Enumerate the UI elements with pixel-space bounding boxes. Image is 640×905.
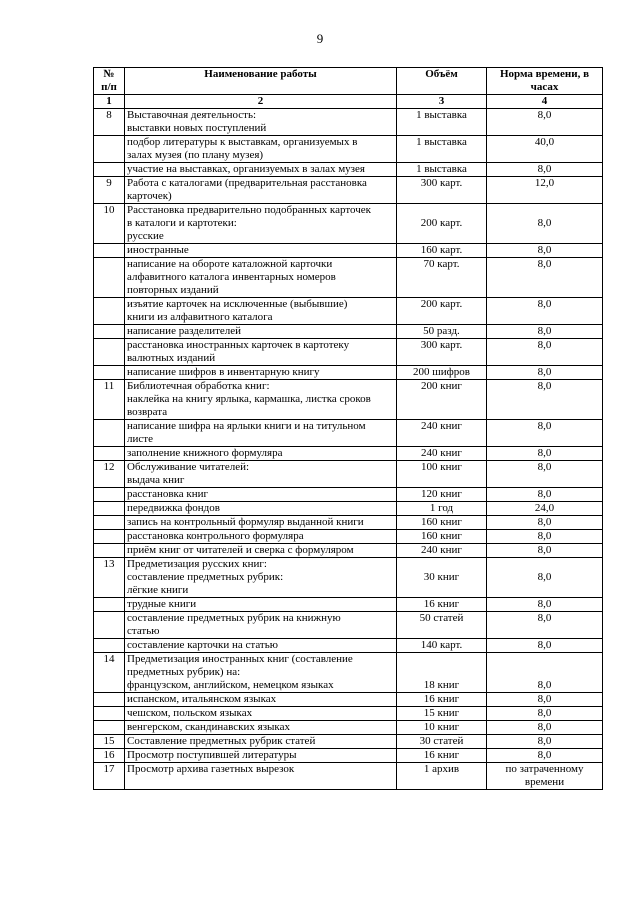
work-name-line: наклейка на книгу ярлыка, кармашка, листка сроков xyxy=(127,393,371,405)
work-name-line: выставки новых поступлений xyxy=(127,122,267,134)
table-row xyxy=(94,447,603,461)
column-number: 3 xyxy=(397,95,487,109)
time-norm-value: 8,0 xyxy=(487,721,603,735)
work-norms-table xyxy=(93,67,603,790)
work-name xyxy=(125,693,397,707)
time-norm-value: 8,0 xyxy=(487,639,603,653)
header-norm xyxy=(487,68,603,95)
table-row xyxy=(94,749,603,763)
column-number: 2 xyxy=(125,95,397,109)
volume-value: 1 выставка xyxy=(397,109,487,136)
volume-value: 18 книг xyxy=(397,653,487,693)
time-norm-value: 8,0 xyxy=(487,516,603,530)
time-norm-value: 8,0 xyxy=(487,339,603,366)
volume-value: 240 книг xyxy=(397,544,487,558)
work-name xyxy=(125,544,397,558)
work-name-line: написание шифров в инвентарную книгу xyxy=(127,366,320,378)
row-number xyxy=(94,258,125,298)
volume-value: 240 книг xyxy=(397,420,487,447)
work-name-line: заполнение книжного формуляра xyxy=(127,447,283,459)
volume-value: 160 книг xyxy=(397,516,487,530)
volume-value: 300 карт. xyxy=(397,177,487,204)
work-name-line: русские xyxy=(127,230,164,242)
work-name-line: иностранные xyxy=(127,244,189,256)
volume-value: 140 карт. xyxy=(397,639,487,653)
work-name xyxy=(125,163,397,177)
header-norm-line: часах xyxy=(530,81,559,93)
work-name-line: выдача книг xyxy=(127,474,185,486)
header-norm-line: Норма времени, в xyxy=(499,68,590,80)
volume-value: 15 книг xyxy=(397,707,487,721)
volume-value: 300 карт. xyxy=(397,339,487,366)
row-number xyxy=(94,244,125,258)
time-norm-value: 8,0 xyxy=(487,163,603,177)
volume-value: 16 книг xyxy=(397,749,487,763)
time-norm-value: по затраченному времени xyxy=(487,763,603,790)
table-row xyxy=(94,420,603,447)
work-name xyxy=(125,530,397,544)
volume-value: 120 книг xyxy=(397,488,487,502)
work-name-line: составление предметных рубрик на книжную xyxy=(127,612,341,624)
volume-value: 1 год xyxy=(397,502,487,516)
work-name-line: повторных изданий xyxy=(127,284,219,296)
row-number xyxy=(94,325,125,339)
work-name xyxy=(125,735,397,749)
time-norm-value: 8,0 xyxy=(487,598,603,612)
header-volume: Объём xyxy=(397,68,487,95)
work-name xyxy=(125,447,397,461)
work-name-line: валютных изданий xyxy=(127,352,216,364)
column-number: 1 xyxy=(94,95,125,109)
work-name-line: Работа с каталогами (предварительная расстановка xyxy=(127,177,367,189)
work-name-line: расстановка книг xyxy=(127,488,208,500)
work-name xyxy=(125,461,397,488)
row-number: 9 xyxy=(94,177,125,204)
table-row xyxy=(94,693,603,707)
volume-value: 160 карт. xyxy=(397,244,487,258)
volume-value: 1 выставка xyxy=(397,163,487,177)
time-norm-value: 8,0 xyxy=(487,735,603,749)
work-name xyxy=(125,258,397,298)
time-norm-value: 24,0 xyxy=(487,502,603,516)
time-norm-value: 12,0 xyxy=(487,177,603,204)
work-name-line: венгерском, скандинавских языках xyxy=(127,721,290,733)
column-number-row xyxy=(94,95,603,109)
table-row xyxy=(94,258,603,298)
row-number: 16 xyxy=(94,749,125,763)
row-number xyxy=(94,163,125,177)
row-number xyxy=(94,447,125,461)
work-name xyxy=(125,298,397,325)
work-name-line: расстановка иностранных карточек в картотеку xyxy=(127,339,350,351)
column-number: 4 xyxy=(487,95,603,109)
header-num-line: п/п xyxy=(101,81,117,93)
time-norm-value: 8,0 xyxy=(487,707,603,721)
table-row xyxy=(94,177,603,204)
time-norm-value: 8,0 xyxy=(487,380,603,420)
row-number xyxy=(94,298,125,325)
table-body xyxy=(94,109,603,790)
row-number: 13 xyxy=(94,558,125,598)
work-name-line: составление карточки на статью xyxy=(127,639,278,651)
work-name xyxy=(125,558,397,598)
table-row xyxy=(94,502,603,516)
table-row xyxy=(94,639,603,653)
work-name xyxy=(125,204,397,244)
table-row xyxy=(94,163,603,177)
work-name xyxy=(125,749,397,763)
work-name-line: испанском, итальянском языках xyxy=(127,693,277,705)
work-name-line: алфавитного каталога инвентарных номеров xyxy=(127,271,336,283)
work-name xyxy=(125,502,397,516)
table-row xyxy=(94,735,603,749)
work-name xyxy=(125,366,397,380)
table-row xyxy=(94,763,603,790)
table-header-row xyxy=(94,68,603,95)
row-number xyxy=(94,136,125,163)
work-name-line: Выставочная деятельность: xyxy=(127,109,257,121)
row-number xyxy=(94,530,125,544)
work-name xyxy=(125,612,397,639)
time-norm-value: 8,0 xyxy=(487,530,603,544)
row-number xyxy=(94,721,125,735)
volume-value: 50 разд. xyxy=(397,325,487,339)
work-name-line: Предметизация иностранных книг (составление xyxy=(127,653,353,665)
volume-value: 30 статей xyxy=(397,735,487,749)
work-name-line: книги из алфавитного каталога xyxy=(127,311,273,323)
work-name-line: изъятие карточек на исключенные (выбывшие) xyxy=(127,298,348,310)
row-number: 11 xyxy=(94,380,125,420)
work-name-line: возврата xyxy=(127,406,168,418)
row-number: 17 xyxy=(94,763,125,790)
work-name xyxy=(125,639,397,653)
work-name-line: Просмотр поступившей литературы xyxy=(127,749,297,761)
table-row xyxy=(94,598,603,612)
work-name xyxy=(125,707,397,721)
volume-value: 10 книг xyxy=(397,721,487,735)
table-row xyxy=(94,558,603,598)
row-number xyxy=(94,516,125,530)
time-norm-value: 8,0 xyxy=(487,461,603,488)
table-row xyxy=(94,721,603,735)
work-name-line: карточек) xyxy=(127,190,172,202)
volume-value: 200 шифров xyxy=(397,366,487,380)
row-number xyxy=(94,544,125,558)
time-norm-value: 8,0 xyxy=(487,447,603,461)
table-row xyxy=(94,325,603,339)
time-norm-value: 40,0 xyxy=(487,136,603,163)
time-norm-value: 8,0 xyxy=(487,558,603,598)
work-name xyxy=(125,244,397,258)
time-norm-value: 8,0 xyxy=(487,109,603,136)
table-row xyxy=(94,612,603,639)
page-number: 9 xyxy=(316,31,324,46)
volume-value: 160 книг xyxy=(397,530,487,544)
volume-value: 30 книг xyxy=(397,558,487,598)
row-number xyxy=(94,598,125,612)
row-number: 8 xyxy=(94,109,125,136)
table-row xyxy=(94,298,603,325)
work-name-line: трудные книги xyxy=(127,598,197,610)
time-norm-value: 8,0 xyxy=(487,693,603,707)
work-name-line: передвижка фондов xyxy=(127,502,220,514)
work-name-line: Библиотечная обработка книг: xyxy=(127,380,270,392)
row-number xyxy=(94,339,125,366)
work-name xyxy=(125,516,397,530)
row-number xyxy=(94,366,125,380)
header-work: Наименование работы xyxy=(125,68,397,95)
row-number xyxy=(94,693,125,707)
row-number: 14 xyxy=(94,653,125,693)
work-name xyxy=(125,177,397,204)
table-row xyxy=(94,204,603,244)
table-row xyxy=(94,530,603,544)
table-row xyxy=(94,380,603,420)
work-name xyxy=(125,763,397,790)
row-number: 12 xyxy=(94,461,125,488)
work-name-line: Обслуживание читателей: xyxy=(127,461,250,473)
work-name xyxy=(125,420,397,447)
work-name xyxy=(125,488,397,502)
work-name-line: статью xyxy=(127,625,160,637)
table-row xyxy=(94,707,603,721)
work-name-line: подбор литературы к выставкам, организуемых в xyxy=(127,136,358,148)
volume-value: 1 выставка xyxy=(397,136,487,163)
row-number xyxy=(94,639,125,653)
time-norm-value: 8,0 xyxy=(487,488,603,502)
work-name-line: лёгкие книги xyxy=(127,584,189,596)
work-name xyxy=(125,339,397,366)
volume-value: 240 книг xyxy=(397,447,487,461)
table-row xyxy=(94,136,603,163)
time-norm-value: 8,0 xyxy=(487,204,603,244)
work-name xyxy=(125,325,397,339)
header-num-line: № xyxy=(103,68,115,80)
work-name-line: в каталоги и картотеки: xyxy=(127,217,237,229)
work-name-line: Просмотр архива газетных вырезок xyxy=(127,763,295,775)
table-row xyxy=(94,544,603,558)
volume-value: 50 статей xyxy=(397,612,487,639)
volume-value: 70 карт. xyxy=(397,258,487,298)
work-name-line: предметных рубрик) на: xyxy=(127,666,241,678)
volume-value: 200 книг xyxy=(397,380,487,420)
table-row xyxy=(94,516,603,530)
row-number xyxy=(94,707,125,721)
volume-value: 16 книг xyxy=(397,693,487,707)
work-name xyxy=(125,721,397,735)
time-norm-value: 8,0 xyxy=(487,653,603,693)
header-num xyxy=(94,68,125,95)
time-norm-value: 8,0 xyxy=(487,612,603,639)
table-row xyxy=(94,366,603,380)
table-row xyxy=(94,339,603,366)
work-name-line: листе xyxy=(127,433,153,445)
time-norm-value: 8,0 xyxy=(487,298,603,325)
work-name xyxy=(125,653,397,693)
work-name-line: приём книг от читателей и сверка с формуляром xyxy=(127,544,354,556)
time-norm-value: 8,0 xyxy=(487,420,603,447)
table-row xyxy=(94,109,603,136)
time-norm-value: 8,0 xyxy=(487,244,603,258)
row-number: 10 xyxy=(94,204,125,244)
work-name-line: расстановка контрольного формуляра xyxy=(127,530,304,542)
time-norm-value: 8,0 xyxy=(487,258,603,298)
volume-value: 200 карт. xyxy=(397,298,487,325)
work-name-line: Предметизация русских книг: xyxy=(127,558,267,570)
time-norm-value: 8,0 xyxy=(487,325,603,339)
work-name xyxy=(125,109,397,136)
table-row xyxy=(94,244,603,258)
time-norm-value: 8,0 xyxy=(487,366,603,380)
table-row xyxy=(94,488,603,502)
work-name-line: французском, английском, немецком языках xyxy=(127,679,334,691)
work-name-line: участие на выставках, организуемых в залах музея xyxy=(127,163,365,175)
work-name-line: написание разделителей xyxy=(127,325,242,337)
work-name-line: запись на контрольный формуляр выданной книги xyxy=(127,516,364,528)
work-name xyxy=(125,380,397,420)
work-name-line: написание шифра на ярлыки книги и на титульном xyxy=(127,420,366,432)
work-name-line: написание на обороте каталожной карточки xyxy=(127,258,333,270)
work-name xyxy=(125,598,397,612)
work-name-line: Составление предметных рубрик статей xyxy=(127,735,316,747)
row-number xyxy=(94,420,125,447)
volume-value: 16 книг xyxy=(397,598,487,612)
work-name-line: составление предметных рубрик: xyxy=(127,571,284,583)
work-name-line: залах музея (по плану музея) xyxy=(127,149,264,161)
work-name xyxy=(125,136,397,163)
table-row xyxy=(94,461,603,488)
volume-value: 1 архив xyxy=(397,763,487,790)
row-number: 15 xyxy=(94,735,125,749)
row-number xyxy=(94,488,125,502)
time-norm-value: 8,0 xyxy=(487,544,603,558)
work-name-line: Расстановка предварительно подобранных карточек xyxy=(127,204,371,216)
time-norm-value: 8,0 xyxy=(487,749,603,763)
volume-value: 100 книг xyxy=(397,461,487,488)
row-number xyxy=(94,502,125,516)
volume-value: 200 карт. xyxy=(397,204,487,244)
table-row xyxy=(94,653,603,693)
row-number xyxy=(94,612,125,639)
work-name-line: чешском, польском языках xyxy=(127,707,253,719)
